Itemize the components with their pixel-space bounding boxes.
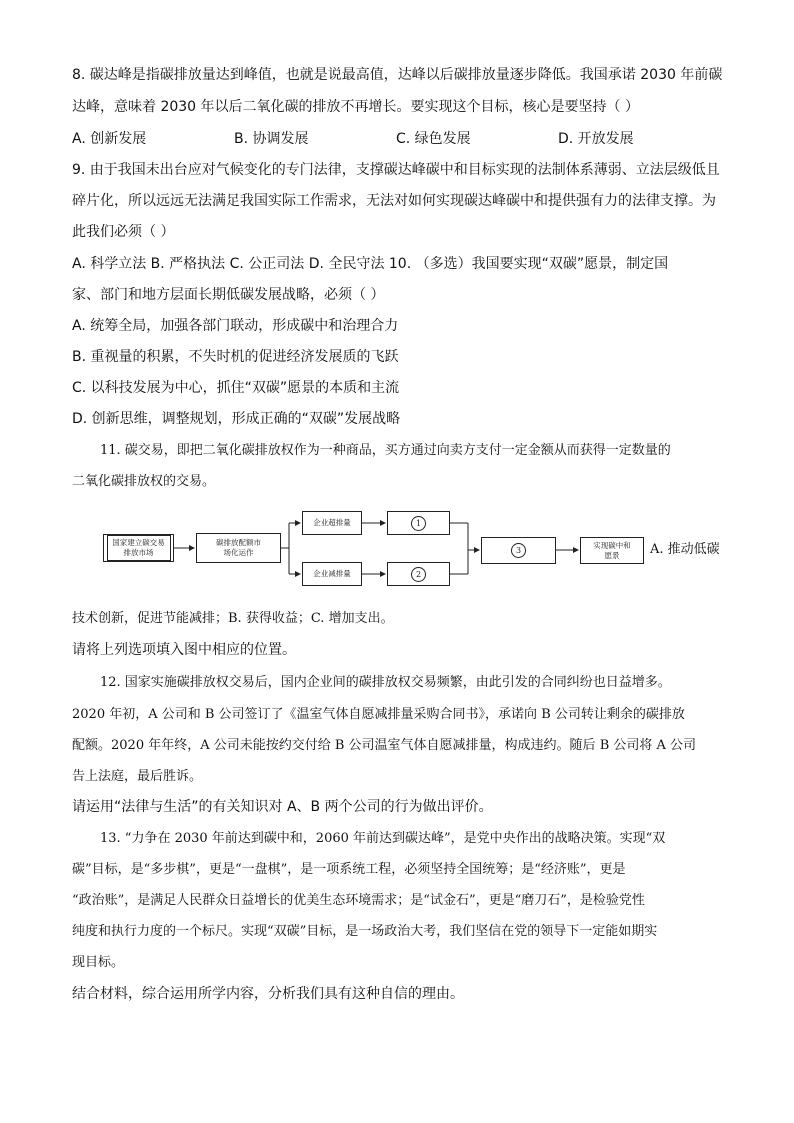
node-carbon-neutral-vision-label: 实现碳中和愿景: [593, 540, 631, 560]
q13-stem-line-5: 现目标。: [72, 955, 125, 970]
q8-option-a: A. 创新发展: [72, 131, 147, 147]
q9-stem-line-1: 9. 由于我国未出台应对气候变化的专门法律，支撑碳达峰碳中和目标实现的法制体系薄弱、立法层级低且: [72, 162, 720, 178]
q11-option-a-inline: A. 推动低碳: [650, 542, 720, 557]
circle-number-3: 3: [511, 543, 526, 558]
node-enterprise-reduction: [302, 562, 362, 586]
node-enterprise-reduction-label: 企业减排量: [313, 569, 351, 578]
q12-prompt: 请运用“法律与生活”的有关知识对 A、B 两个公司的行为做出评价。: [72, 799, 493, 815]
q11-stem-line-2: 二氧化碳排放权的交易。: [72, 474, 216, 489]
q8-option-c: C. 绿色发展: [396, 131, 471, 147]
q13-stem-line-2: 碳”目标，是“多步棋”，更是“一盘棋”，是一项系统工程，必须坚持全国统筹；是“经济账”，更是: [72, 862, 626, 877]
node-quota-market-operation: [196, 533, 281, 563]
q12-stem-line-3: 配额。2020 年年终，A 公司未能按约交付给 B 公司温室气体自愿减排量，构成违约。随后 B 公司将 A 公司: [72, 738, 697, 753]
q13-stem-line-4: 纯度和执行力度的一个标尺。实现“双碳”目标，是一场政治大考，我们坚信在党的领导下一定能如期实: [72, 924, 658, 939]
node-national-carbon-market: [103, 534, 174, 562]
q12-stem-line-4: 告上法庭，最后胜诉。: [72, 769, 203, 784]
q11-options-line: 技术创新，促进节能减排；B. 获得收益；C. 增加支出。: [72, 611, 394, 626]
q8-stem-line-1: 8. 碳达峰是指碳排放量达到峰值，也就是说最高值，达峰以后碳排放量逐步降低。我国承诺 2030 年前碳: [72, 67, 723, 83]
circle-number-1: 1: [411, 516, 426, 531]
q13-prompt: 结合材料，综合运用所学内容，分析我们具有这种自信的理由。: [72, 986, 464, 1002]
q9-stem-line-3: 此我们必须（ ）: [72, 224, 175, 240]
q11-stem-line-1: 11. 碳交易，即把二氧化碳排放权作为一种商品，买方通过向卖方支付一定金额从而获得一定数量的: [100, 443, 671, 458]
node-enterprise-over-emission-label: 企业超排量: [313, 518, 351, 527]
q8-option-d: D. 开放发展: [558, 131, 634, 147]
q12-stem-line-1: 12. 国家实施碳排放权交易后，国内企业间的碳排放权交易频繁，由此引发的合同纠纷也日益增多。: [100, 675, 671, 690]
q9-stem-line-2: 碎片化，所以远远无法满足我国实际工作需求，无法对如何实现碳达峰碳中和提供强有力的法律支撑。为: [72, 193, 716, 209]
blank-box-2: [387, 562, 450, 586]
q10-option-b: B. 重视量的积累，不失时机的促进经济发展质的飞跃: [72, 349, 399, 365]
q10-option-a: A. 统筹全局，加强各部门联动，形成碳中和治理合力: [72, 318, 399, 334]
node-quota-market-operation-label: 碳排放配额市场化运作: [216, 538, 261, 557]
node-carbon-neutral-vision: [580, 537, 644, 564]
q8-stem-line-2: 达峰，意味着 2030 年以后二氧化碳的排放不再增长。要实现这个目标，核心是要坚持（ ）: [72, 99, 639, 115]
node-enterprise-over-emission: [302, 511, 362, 535]
q10-option-d: D. 创新思维，调整规划，形成正确的“双碳”发展战略: [72, 411, 401, 427]
q10-option-c: C. 以科技发展为中心，抓住“双碳”愿景的本质和主流: [72, 380, 400, 396]
q9-options-and-q10-stem: A. 科学立法 B. 严格执法 C. 公正司法 D. 全民守法 10. （多选）我国要实现“双碳”愿景，制定国: [72, 256, 669, 272]
q13-stem-line-3: “政治账”，是满足人民群众日益增长的优美生态环境需求；是“试金石”，更是“磨刀石”，是检验党性: [72, 893, 645, 908]
q13-stem-line-1: 13. “力争在 2030 年前达到碳中和，2060 年前达到碳达峰”，是党中央作出的战略决策。实现“双: [100, 831, 666, 846]
blank-box-1: [387, 511, 450, 535]
q11-prompt: 请将上列选项填入图中相应的位置。: [72, 642, 296, 658]
blank-box-3: [481, 537, 556, 564]
q12-stem-line-2: 2020 年初，A 公司和 B 公司签订了《温室气体自愿减排量采购合同书》，承诺向 B 公司转让剩余的碳排放: [72, 707, 685, 722]
q10-stem-line-2: 家、部门和地方层面长期低碳发展战略，必须（ ）: [72, 287, 385, 303]
node-national-carbon-market-label: 国家建立碳交易排放市场: [107, 535, 171, 561]
q8-option-b: B. 协调发展: [234, 131, 309, 147]
circle-number-2: 2: [411, 567, 426, 582]
